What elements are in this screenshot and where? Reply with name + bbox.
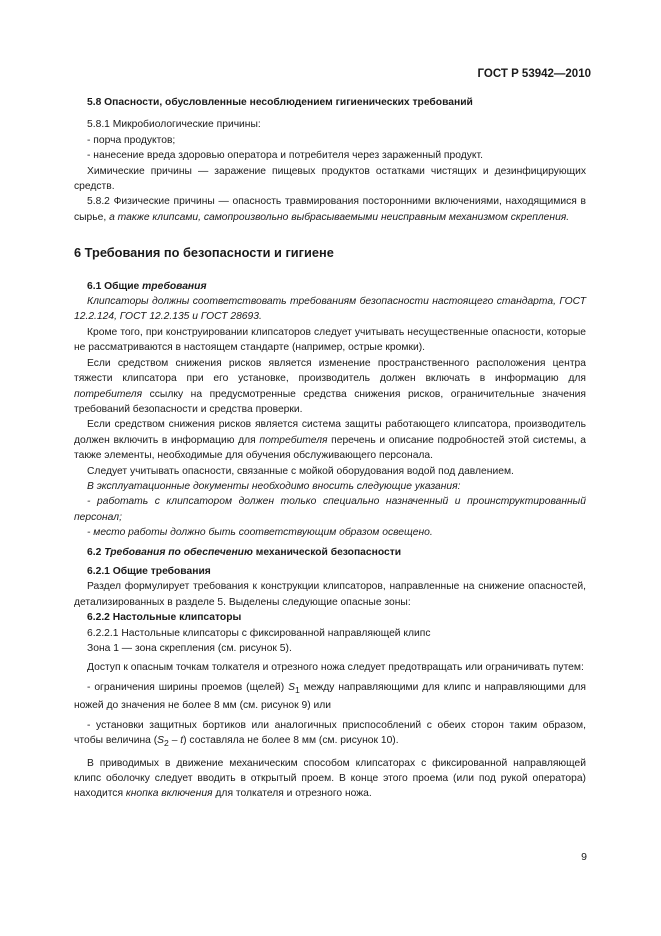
bullet-width-b: между направляющими для клипс и направляющими для ножей до значения не более 8 мм (см. рисунок 9) или — [74, 681, 586, 712]
para-6-1-additional: Кроме того, при конструировании клипсаторов следует учитывать несущественные опасности, которые не рассматриваются в настоящем стандарте (например, острые кромки). — [74, 326, 586, 354]
para-6-2-1: Раздел формулирует требования к конструкции клипсаторов, направленные на снижение опасностей, детализированных в разделе 5. Выделены следующие опасные зоны: — [74, 581, 586, 608]
section-6-1-num: 6.1 Общие — [87, 280, 143, 292]
para-6-1-cg-a: Если средством снижения рисков является изменение пространственного расположения центра тяжести клипсатора при его установке, производитель должен включать в информацию для — [74, 357, 586, 385]
bullet-guards-t: – t — [168, 735, 184, 747]
para-6-1-standards — [74, 294, 586, 325]
para-6-1-washing: Следует учитывать опасности, связанные с мойкой оборудования водой под давлением. — [87, 465, 514, 477]
para-mech-c: для толкателя и отрезного ножа. — [212, 788, 372, 800]
doc-header: ГОСТ Р 53942—2010 — [477, 68, 591, 80]
para-6-1-docs — [74, 479, 586, 494]
bullet-personnel — [74, 494, 586, 525]
bullet-lighting — [74, 525, 586, 540]
section-6-2-italic: Требования по обеспечению — [104, 546, 253, 558]
para-6-1-prot-b: потребителя — [259, 434, 328, 446]
para-6-1-protection — [74, 417, 586, 463]
document-body — [74, 95, 586, 802]
bullet-health-harm: - нанесение вреда здоровью оператора и потребителя через зараженный продукт. — [87, 150, 483, 162]
para-6-2-2-1: 6.2.2.1 Настольные клипсаторы с фиксированной направляющей клипс — [87, 627, 431, 639]
para-chemical: Химические причины — заражение пищевых продуктов остатками чистящих и дезинфицирующих средств. — [74, 165, 586, 193]
para-6-1-standards-text: Клипсаторы должны соответствовать требованиям безопасности настоящего стандарта, ГОСТ 12.2.124, ГОСТ 12.2.135 и ГОСТ 28693. — [74, 296, 586, 323]
para-5-8-2-text: 5.8.2 Физические причины — опасность травмирования посторонними включениями, находящимися в сырье, — [74, 196, 586, 223]
section-6-title: 6 Требования по безопасности и гигиене — [74, 245, 334, 261]
section-6-2-title — [74, 545, 586, 560]
bullet-width-limit — [74, 680, 586, 714]
section-6-2-num: 6.2 — [87, 546, 105, 558]
bullet-personnel-text: - работать с клипсатором должен только специально назначенный и проинструктированный персонал; — [74, 496, 586, 523]
bullet-width-sub: 1 — [295, 684, 300, 695]
para-5-8-2-italic: а также клипсами, самопроизвольно выбрасываемыми неисправным механизмом скрепления. — [109, 211, 570, 223]
bullet-guards-sub: 2 — [164, 738, 169, 749]
bullet-guards-a: - установки защитных бортиков или аналогичных приспособлений с обеих сторон таким образом, чтобы величина ( — [74, 719, 586, 747]
section-6-2-rest: механической безопасности — [252, 546, 402, 558]
section-5-8-title: 5.8 Опасности, обусловленные несоблюдением гигиенических требований — [87, 97, 473, 108]
bullet-guards-b: ) составляла не более 8 мм (см. рисунок 10). — [183, 735, 399, 747]
section-6-1-italic: требования — [142, 280, 207, 292]
para-zone-1: Зона 1 — зона скрепления (см. рисунок 5). — [87, 643, 292, 654]
para-6-1-cg-b: потребителя — [74, 388, 143, 400]
para-6-1-prot-a: Если средством снижения рисков является система защиты работающего клипсатора, производитель должен включить в информацию для — [74, 419, 586, 446]
bullet-width-a: - ограничения ширины проемов (щелей) — [87, 681, 289, 693]
para-mech-a: В приводимых в движение механическим способом клипсаторах с фиксированной направляющей клипс оболочку следует вводить в открытый проем. В конце этого проема (или под рукой оператора) находится — [74, 757, 586, 800]
para-6-1-center-gravity — [74, 356, 586, 418]
bullet-width-s: S — [288, 681, 296, 693]
para-mech-b: кнопка включения — [125, 788, 213, 800]
bullet-guards — [74, 718, 586, 752]
bullet-spoilage: - порча продуктов; — [87, 134, 176, 146]
para-6-1-docs-text: В эксплуатационные документы необходимо вносить следующие указания: — [87, 480, 461, 492]
section-6-2-1-title: 6.2.1 Общие требования — [87, 565, 211, 577]
para-6-1-prot-c: перечень и описание подробностей этой системы, а также элементы, необходимые для обучения обслуживающего персонала. — [74, 434, 586, 462]
para-5-8-2 — [74, 194, 586, 225]
para-6-1-cg-c: ссылку на предусмотренные средства снижения рисков, ограничительные значения требований безопасности и средства проверки. — [74, 388, 586, 415]
section-6-2-2-title: 6.2.2 Настольные клипсаторы — [87, 612, 242, 624]
para-mechanical-drive — [74, 756, 586, 802]
bullet-guards-s: S — [157, 735, 165, 747]
page-number: 9 — [581, 851, 587, 863]
bullet-lighting-text: - место работы должно быть соответствующим образом освещено. — [87, 527, 433, 539]
para-access: Доступ к опасным точкам толкателя и отрезного ножа следует предотвращать или ограничивать путем: — [87, 662, 584, 674]
para-5-8-1: 5.8.1 Микробиологические причины: — [87, 119, 261, 131]
section-6-1-title — [74, 279, 586, 294]
